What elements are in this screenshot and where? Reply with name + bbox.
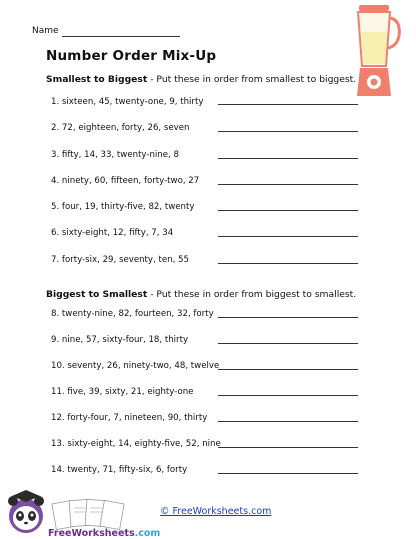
- section1-heading: Smallest to Biggest: [46, 74, 148, 85]
- problem-7: 7. forty-six, 29, seventy, ten, 55: [51, 255, 189, 265]
- answer-line-5[interactable]: [218, 210, 358, 211]
- problem-3: 3. fifty, 14, 33, twenty-nine, 8: [51, 150, 179, 160]
- answer-line-6[interactable]: [218, 236, 358, 237]
- copyright-link[interactable]: © FreeWorksheets.com: [160, 506, 272, 517]
- answer-line-4[interactable]: [218, 184, 358, 185]
- answer-line-2[interactable]: [218, 131, 358, 132]
- worksheet-title: Number Order Mix-Up: [46, 48, 217, 64]
- problem-13: 13. sixty-eight, 14, eighty-five, 52, nine: [51, 439, 221, 449]
- name-label: Name: [32, 26, 59, 36]
- problem-8: 8. twenty-nine, 82, fourteen, 32, forty: [51, 309, 214, 319]
- answer-line-11[interactable]: [218, 395, 358, 396]
- blender-icon: [349, 2, 409, 98]
- problem-2: 2. 72, eighteen, forty, 26, seven: [51, 123, 190, 133]
- answer-line-10[interactable]: [218, 369, 358, 370]
- answer-line-8[interactable]: [218, 317, 358, 318]
- problem-14: 14. twenty, 71, fifty-six, 6, forty: [51, 465, 188, 475]
- problem-9: 9. nine, 57, sixty-four, 18, thirty: [51, 335, 189, 345]
- answer-line-14[interactable]: [218, 473, 358, 474]
- problem-5: 5. four, 19, thirty-five, 82, twenty: [51, 202, 195, 212]
- answer-line-1[interactable]: [218, 104, 358, 105]
- answer-line-13[interactable]: [218, 447, 358, 448]
- answer-line-12[interactable]: [218, 421, 358, 422]
- answer-line-9[interactable]: [218, 343, 358, 344]
- logo-wordmark-tld: .com: [134, 528, 161, 539]
- logo-wordmark: [48, 528, 160, 539]
- section1-instruction: [46, 74, 356, 85]
- section2-instruction: [46, 289, 356, 300]
- panda-mascot-icon: [8, 490, 44, 533]
- problem-10: 10. seventy, 26, ninety-two, 48, twelve: [51, 361, 220, 371]
- name-row: [32, 26, 59, 36]
- name-answer-line[interactable]: [62, 36, 180, 37]
- worksheet-stack-icon: [52, 499, 124, 529]
- problem-6: 6. sixty-eight, 12, fifty, 7, 34: [51, 228, 174, 238]
- answer-line-3[interactable]: [218, 158, 358, 159]
- problem-4: 4. ninety, 60, fifteen, forty-two, 27: [51, 176, 200, 186]
- problem-11: 11. five, 39, sixty, 21, eighty-one: [51, 387, 194, 397]
- problem-12: 12. forty-four, 7, nineteen, 90, thirty: [51, 413, 208, 423]
- section2-heading: Biggest to Smallest: [46, 289, 148, 300]
- section1-instruction-text: - Put these in order from smallest to biggest.: [147, 74, 357, 85]
- logo-wordmark-main: FreeWorksheets: [48, 528, 135, 539]
- answer-line-7[interactable]: [218, 263, 358, 264]
- problem-1: 1. sixteen, 45, twenty-one, 9, thirty: [51, 97, 204, 107]
- section2-instruction-text: - Put these in order from biggest to smallest.: [147, 289, 357, 300]
